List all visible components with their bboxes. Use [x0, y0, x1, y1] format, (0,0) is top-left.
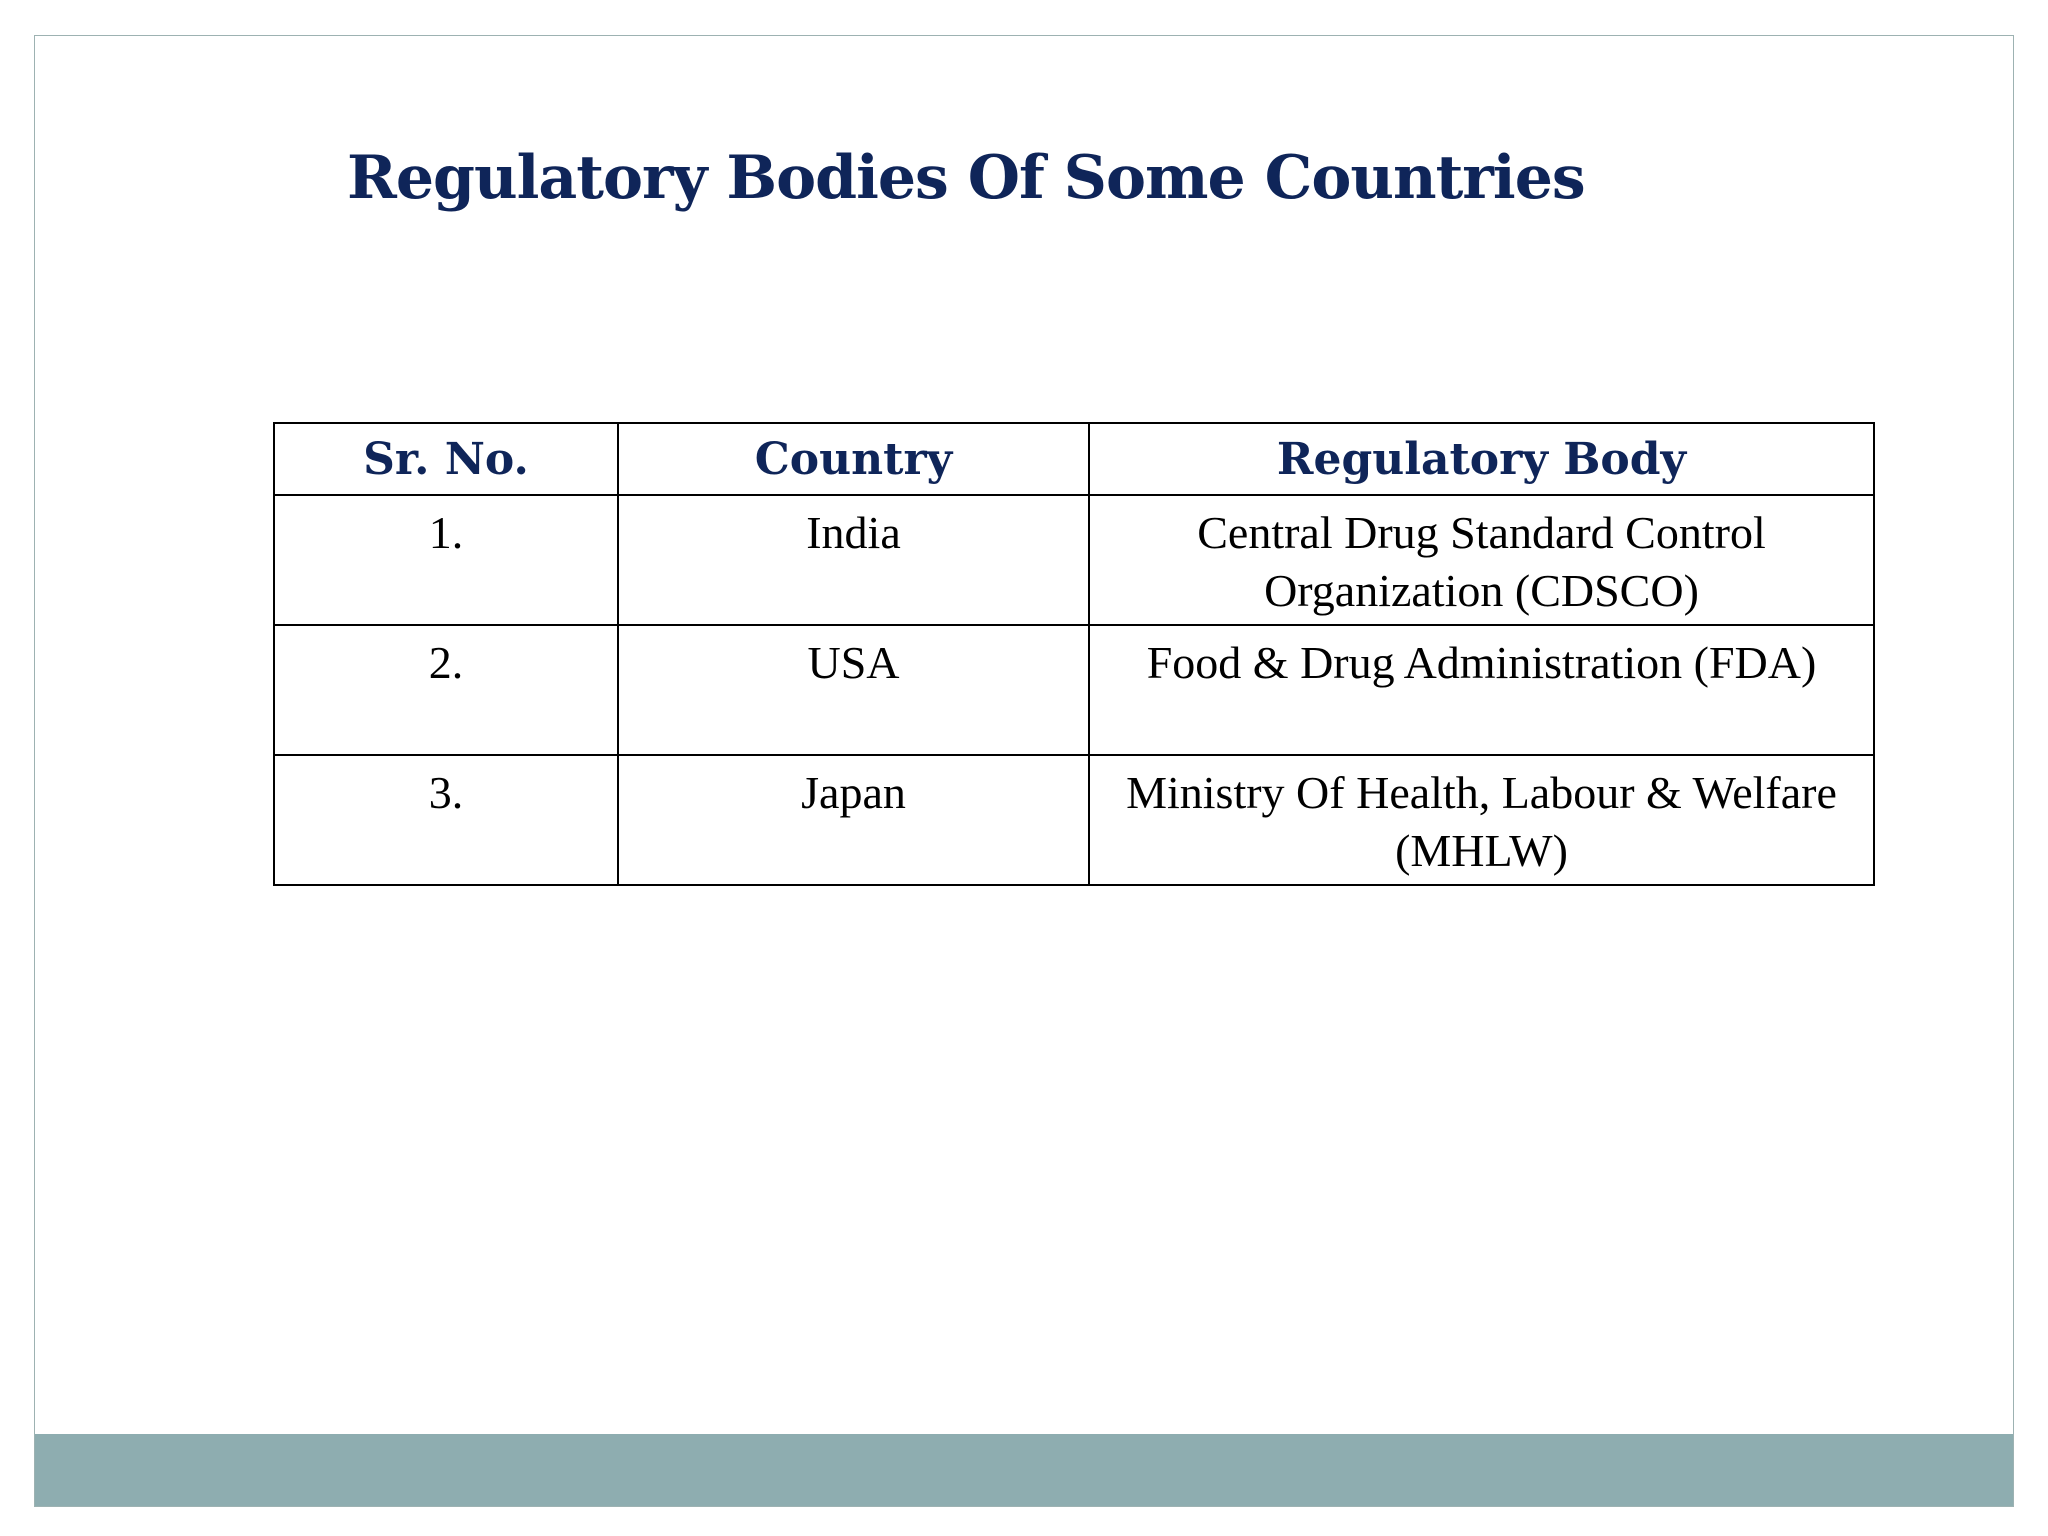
cell-country: India [618, 495, 1089, 625]
cell-country: USA [618, 625, 1089, 755]
cell-sr-no: 1. [274, 495, 618, 625]
slide-title: Regulatory Bodies Of Some Countries [347, 143, 1585, 213]
slide [34, 35, 2014, 1507]
table-row [274, 625, 1874, 755]
cell-country: Japan [618, 755, 1089, 885]
cell-regulatory-body: Food & Drug Administration (FDA) [1089, 625, 1874, 755]
footer-bar [35, 1434, 2013, 1506]
header-sr-no: Sr. No. [274, 423, 618, 495]
header-regulatory-body: Regulatory Body [1089, 423, 1874, 495]
cell-sr-no: 3. [274, 755, 618, 885]
cell-sr-no: 2. [274, 625, 618, 755]
regulatory-bodies-table [273, 422, 1875, 886]
regulatory-table-container [273, 422, 1875, 886]
cell-regulatory-body: Central Drug Standard Control Organization (CDSCO) [1089, 495, 1874, 625]
table-row [274, 495, 1874, 625]
header-country: Country [618, 423, 1089, 495]
table-header-row [274, 423, 1874, 495]
cell-regulatory-body: Ministry Of Health, Labour & Welfare (MHLW) [1089, 755, 1874, 885]
table-row [274, 755, 1874, 885]
